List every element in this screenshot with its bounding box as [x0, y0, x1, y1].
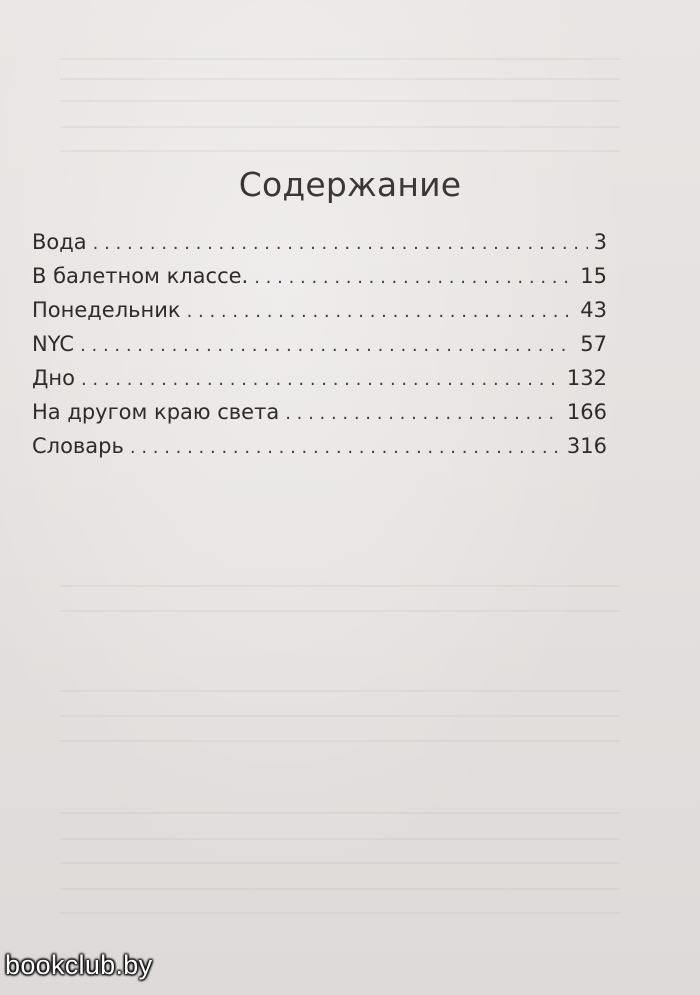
toc-entry-label: Понедельник — [32, 298, 181, 322]
toc-entry — [32, 434, 607, 468]
bleed-through-line — [60, 862, 620, 864]
table-of-contents — [32, 230, 607, 468]
toc-entry-page: 3 — [593, 230, 607, 254]
toc-entry — [32, 230, 607, 264]
toc-entry-label: В балетном классе. — [32, 264, 249, 288]
dot-leader — [130, 437, 561, 458]
toc-entry — [32, 298, 607, 332]
toc-entry-page: 166 — [566, 400, 607, 424]
toc-entry-label: На другом краю света — [32, 400, 280, 424]
dot-leader — [285, 403, 561, 424]
site-watermark: bookclub.by — [5, 950, 153, 980]
dot-leader — [93, 233, 588, 254]
bleed-through-line — [60, 740, 620, 742]
bleed-through-line — [60, 126, 620, 128]
toc-entry-page: 132 — [566, 366, 607, 390]
bleed-through-line — [60, 58, 620, 60]
dot-leader — [80, 335, 574, 356]
bleed-through-line — [60, 78, 620, 80]
toc-entry-page: 316 — [566, 434, 607, 458]
bleed-through-line — [60, 812, 620, 814]
bleed-through-line — [60, 715, 620, 717]
dot-leader — [81, 369, 561, 390]
toc-entry — [32, 264, 607, 298]
toc-entry-page: 43 — [580, 298, 607, 322]
toc-entry — [32, 332, 607, 366]
toc-entry — [32, 366, 607, 400]
bleed-through-line — [60, 888, 620, 890]
toc-entry-label: NYC — [32, 332, 75, 356]
dot-leader — [187, 301, 575, 322]
toc-entry-label: Дно — [32, 366, 75, 390]
bleed-through-line — [60, 585, 620, 587]
toc-entry-page: 57 — [580, 332, 607, 356]
toc-entry-page: 15 — [580, 264, 607, 288]
bleed-through-line — [60, 912, 620, 914]
toc-entry — [32, 400, 607, 434]
dot-leader — [254, 267, 574, 288]
bleed-through-line — [60, 610, 620, 612]
bleed-through-line — [60, 100, 620, 102]
toc-entry-label: Вода — [32, 230, 87, 254]
page-title: Содержание — [238, 165, 462, 204]
toc-entry-label: Словарь — [32, 434, 124, 458]
bleed-through-line — [60, 690, 620, 692]
bleed-through-line — [60, 838, 620, 840]
bleed-through-line — [60, 150, 620, 152]
